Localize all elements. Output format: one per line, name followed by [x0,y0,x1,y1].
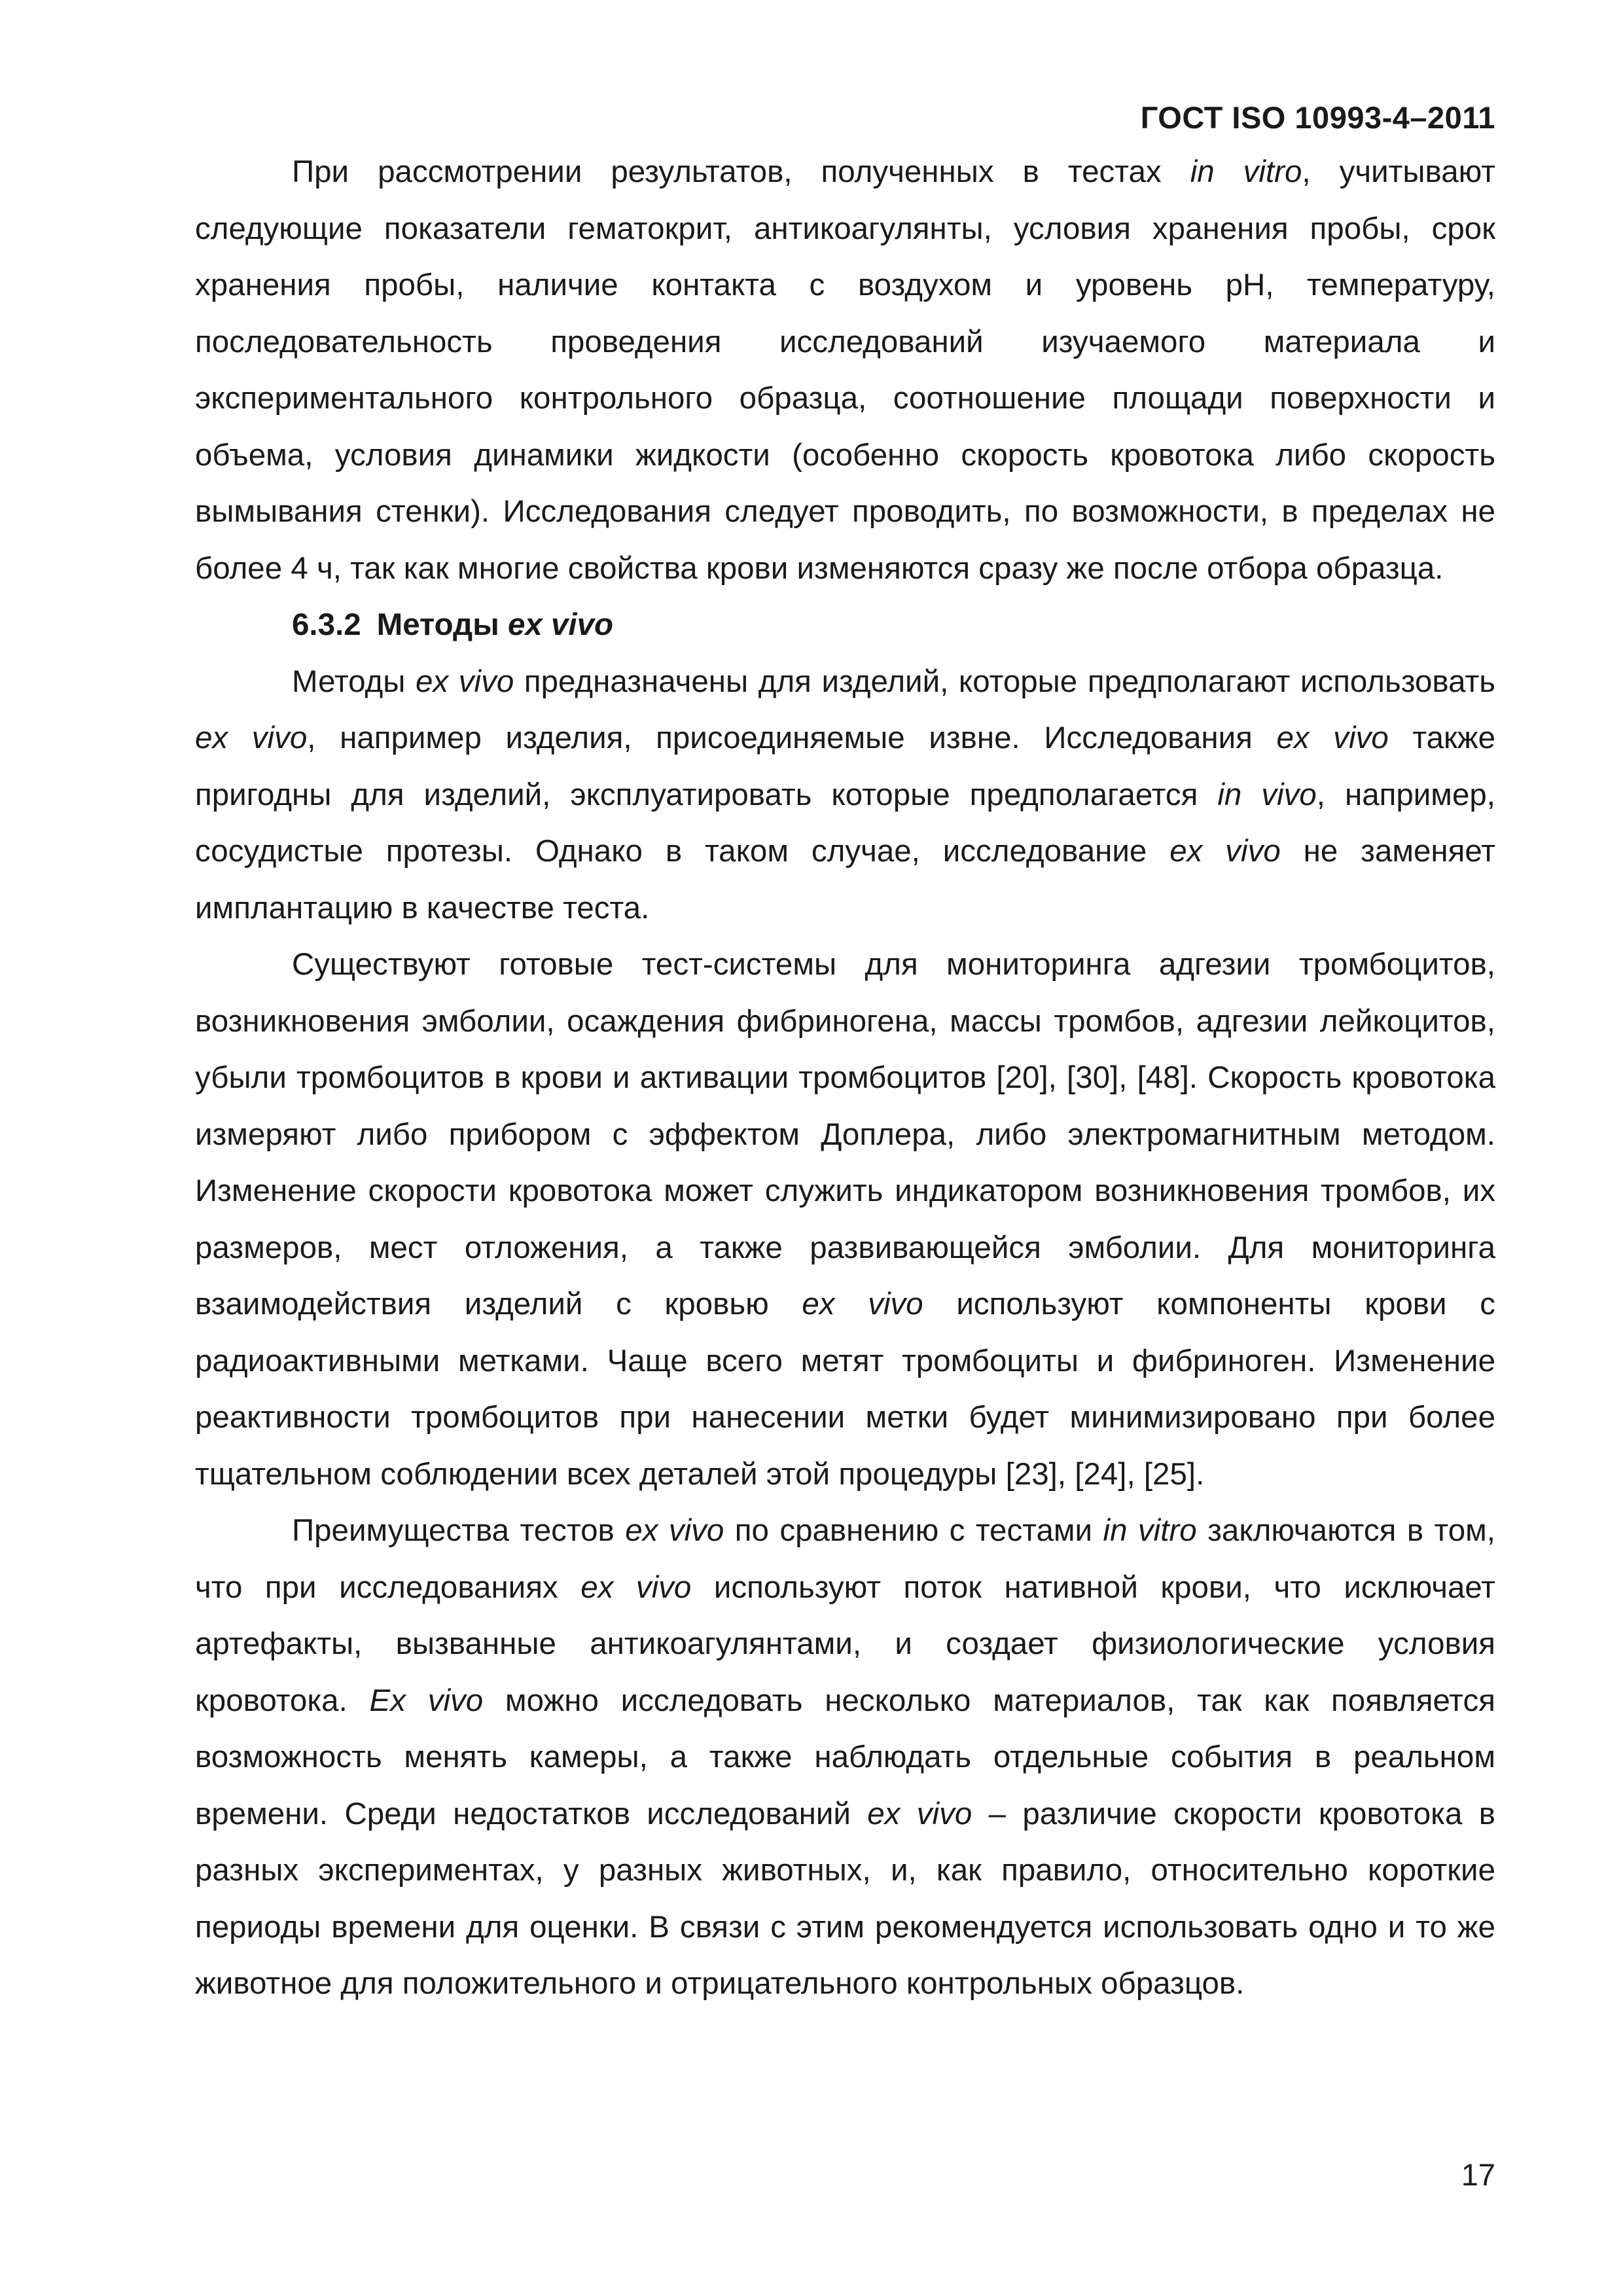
section-title-term: ex vivo [507,607,614,642]
italic-term: ex vivo [416,664,514,699]
italic-term: in vitro [1190,154,1302,189]
text-run: по сравнению с тестами [724,1513,1103,1548]
text-run: Существуют готовые тест-системы для мониторинга адгезии тромбоцитов, возникновения эмболии, осаждения фибриногена, массы тромбов, адгезии лейкоцитов, убыли тромбоцитов в крови и активации тромбоцитов [20], [30], [48]. Скорость кровотока измеряют либо прибором с эффектом Доплера, либо электромагнитным методом. Изменение скорости кровотока может служить индикатором возникновения тромбов, их размеров, мест отложения, а также развивающейся эмболии. Для мониторинга взаимодействия изделий с кровью [195,947,1495,1321]
paragraph-test-systems [195,937,1495,1503]
text-run: При рассмотрении результатов, полученных в тестах [292,154,1190,189]
paragraph-in-vitro-results [195,144,1495,597]
italic-term: ex vivo [1276,721,1389,755]
italic-term: ex vivo [1169,834,1281,869]
text-run: предназначены для изделий, которые предполагают использовать [514,664,1496,699]
italic-term: ex vivo [802,1287,923,1321]
text-run: , например, сосудистые протезы. Однако в таком случае, исследование [195,777,1495,869]
italic-term: ex vivo [580,1570,692,1605]
text-run: – различие скорости кровотока в разных экспериментах, у разных животных, и, как правило, относительно короткие периоды времени для оценки. В связи с этим рекомендуется использовать одно и то же животное для положительного и отрицательного контрольных образцов. [195,1796,1495,2001]
section-number: 6.3.2 [292,607,361,642]
italic-term: in vivo [1217,777,1317,812]
italic-term: ex vivo [195,721,308,755]
document-body [195,144,1495,2013]
paragraph-ex-vivo-methods [195,654,1495,937]
italic-term: ex vivo [867,1796,972,1831]
italic-term: in vitro [1103,1513,1197,1548]
italic-term: Ex vivo [369,1683,484,1718]
paragraph-advantages [195,1503,1495,2013]
section-heading [195,597,1495,654]
text-run: Методы [292,664,416,699]
italic-term: ex vivo [625,1513,724,1548]
text-run: можно исследовать несколько материалов, так как появляется возможность менять камеры, а также наблюдать отдельные события в реальном времени. Среди недостатков исследований [195,1683,1496,1831]
text-run: не заменяет имплантацию в качестве теста. [195,834,1495,925]
standard-designation: ГОСТ ISO 10993-4–2011 [1140,100,1495,135]
text-run: заключаются в том, что при исследованиях [195,1513,1495,1605]
text-run: также пригодны для изделий, эксплуатировать которые предполагается [195,721,1495,812]
section-title-prefix: Методы [376,607,508,642]
text-run: , учитывают следующие показатели гематокрит, антикоагулянты, условия хранения пробы, срок хранения пробы, наличие контакта с воздухом и уровень рН, температуру, последовательность проведения исследований изучаемого материала и экспериментального контрольного образца, соотношение площади поверхности и объема, условия динамики жидкости (особенно скорость кровотока либо скорость вымывания стенки). Исследования следует проводить, по возможности, в пределах не более 4 ч, так как многие свойства крови изменяются сразу же после отбора образца. [195,154,1495,586]
text-run: , например изделия, присоединяемые извне. Исследования [307,721,1277,755]
text-run: Преимущества тестов [292,1513,626,1548]
text-run: используют поток нативной крови, что исключает артефакты, вызванные антикоагулянтами, и создает физиологические условия кровотока. [195,1570,1495,1718]
page-number: 17 [1461,2157,1495,2192]
text-run: используют компоненты крови с радиоактивными метками. Чаще всего метят тромбоциты и фибриноген. Изменение реактивности тромбоцитов при нанесении метки будет минимизировано при более тщательном соблюдении всех деталей этой процедуры [23], [24], [25]. [195,1287,1495,1492]
